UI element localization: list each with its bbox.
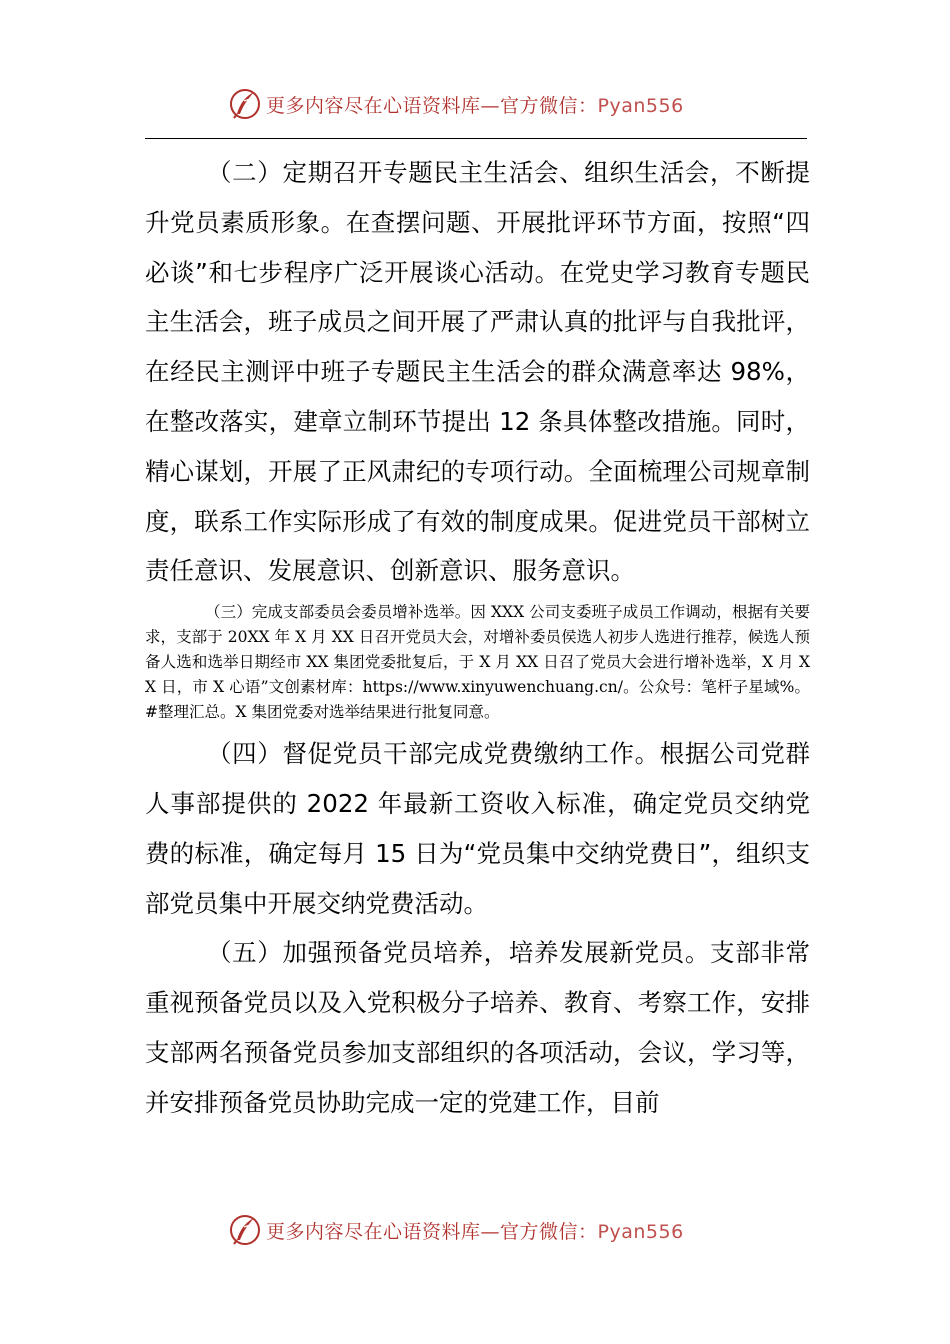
banner-wechat-id: Pyan556 — [597, 1220, 684, 1243]
document-body — [145, 148, 810, 1128]
banner-text — [266, 91, 684, 118]
quill-pen-logo-icon — [228, 87, 262, 121]
paragraph-section-4: （四）督促党员干部完成党费缴纳工作。根据公司党群人事部提供的 2022 年最新工资收入标准，确定党员交纳党费的标准，确定每月 15 日为“党员集中交纳党费日”，组织支部党员集中开展交纳党费活动。 — [145, 739, 810, 918]
banner-slogan: 更多内容尽在心语资料库—官方微信： — [266, 94, 598, 117]
paragraph-section-3: （三）完成支部委员会委员增补选举。因 XXX 公司支委班子成员工作调动，根据有关要求，支部于 20XX 年 X 月 XX 日召开党员大会，对增补委员侯选人初步人选进行推荐，候选人预备人选和选举日期经市 XX 集团党委批复后，于 X 月 XX 日召了党员大会进行增补选举，X 月 XX 日，市 X 心语”文创素材库：https://www.xinyuwenchuang.cn/。公众号：笔杆子星域%。#整理汇总。X 集团党委对选举结果进行批复同意。 — [145, 603, 810, 722]
banner-slogan: 更多内容尽在心语资料库—官方微信： — [266, 1220, 598, 1243]
paragraph-section-2: （二）定期召开专题民主生活会、组织生活会，不断提升党员素质形象。在查摆问题、开展批评环节方面，按照“四必谈”和七步程序广泛开展谈心活动。在党史学习教育专题民主生活会，班子成员之间开展了严肃认真的批评与自我批评，在经民主测评中班子专题民主生活会的群众满意率达 98%，在整改落实，建章立制环节提出 12 条具体整改措施。同时，精心谋划，开展了正风肃纪的专项行动。全面梳理公司规章制度，联系工作实际形成了有效的制度成果。促进党员干部树立责任意识、发展意识、创新意识、服务意识。 — [145, 158, 810, 586]
banner-wechat-id: Pyan556 — [597, 94, 684, 117]
quill-pen-logo-icon — [228, 1213, 262, 1247]
paragraph-section-5: （五）加强预备党员培养，培养发展新党员。支部非常重视预备党员以及入党积极分子培养、教育、考察工作，安排支部两名预备党员参加支部组织的各项活动，会议，学习等，并安排预备党员协助完成一定的党建工作，目前 — [145, 938, 810, 1117]
banner-text — [266, 1217, 684, 1244]
header-divider — [145, 138, 807, 139]
header-banner — [228, 84, 684, 124]
footer-banner — [228, 1210, 684, 1250]
